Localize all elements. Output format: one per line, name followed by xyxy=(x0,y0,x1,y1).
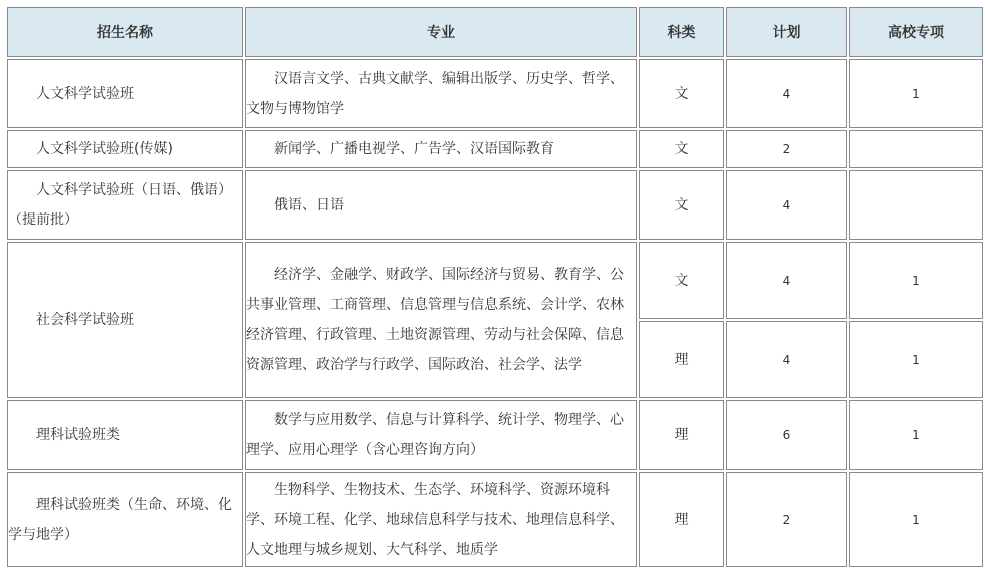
program-name-cell xyxy=(7,170,243,240)
program-name: 人文科学试验班（日语、俄语）（提前批） xyxy=(8,182,232,228)
category-cell: 理 xyxy=(639,400,724,470)
major-list: 经济学、金融学、财政学、国际经济与贸易、教育学、公共事业管理、工商管理、信息管理与信息系统、会计学、农林经济管理、行政管理、土地资源管理、劳动与社会保障、信息资源管理、政治学与行政学、国际政治、社会学、法学 xyxy=(246,267,624,373)
program-name-cell xyxy=(7,242,243,398)
special-cell: 1 xyxy=(849,321,983,398)
category-cell: 理 xyxy=(639,472,724,567)
plan-cell: 4 xyxy=(726,321,847,398)
category-cell: 文 xyxy=(639,242,724,319)
major-list: 俄语、日语 xyxy=(274,197,344,213)
major-list: 生物科学、生物技术、生态学、环境科学、资源环境科学、环境工程、化学、地球信息科学与技术、地理信息科学、人文地理与城乡规划、大气科学、地质学 xyxy=(246,481,624,558)
category-cell: 文 xyxy=(639,130,724,168)
header-special: 高校专项 xyxy=(849,7,983,57)
header-row xyxy=(7,7,983,57)
category-cell: 文 xyxy=(639,59,724,128)
special-cell: 1 xyxy=(849,400,983,470)
table-row xyxy=(7,242,983,319)
major-list: 新闻学、广播电视学、广告学、汉语国际教育 xyxy=(274,141,554,157)
table-row xyxy=(7,170,983,240)
table-row xyxy=(7,130,983,168)
program-name: 理科试验班类 xyxy=(36,427,120,443)
table-row xyxy=(7,400,983,470)
major-cell xyxy=(245,59,637,128)
special-cell: 1 xyxy=(849,59,983,128)
plan-cell: 4 xyxy=(726,59,847,128)
header-name: 招生名称 xyxy=(7,7,243,57)
major-cell xyxy=(245,472,637,567)
special-cell: 1 xyxy=(849,472,983,567)
major-cell xyxy=(245,242,637,398)
special-cell xyxy=(849,130,983,168)
category-cell: 文 xyxy=(639,170,724,240)
enrollment-table xyxy=(5,5,985,569)
major-list: 数学与应用数学、信息与计算科学、统计学、物理学、心理学、应用心理学（含心理咨询方向） xyxy=(246,412,624,458)
program-name: 理科试验班类（生命、环境、化学与地学） xyxy=(8,496,232,543)
program-name-cell xyxy=(7,130,243,168)
header-plan: 计划 xyxy=(726,7,847,57)
plan-cell: 4 xyxy=(726,242,847,319)
header-category: 科类 xyxy=(639,7,724,57)
major-cell xyxy=(245,130,637,168)
program-name: 社会科学试验班 xyxy=(36,312,134,328)
table-row xyxy=(7,472,983,567)
major-cell xyxy=(245,400,637,470)
plan-cell: 2 xyxy=(726,130,847,168)
special-cell: 1 xyxy=(849,242,983,319)
table-row xyxy=(7,59,983,128)
plan-cell: 6 xyxy=(726,400,847,470)
special-cell xyxy=(849,170,983,240)
plan-cell: 2 xyxy=(726,472,847,567)
header-major: 专业 xyxy=(245,7,637,57)
plan-cell: 4 xyxy=(726,170,847,240)
major-cell xyxy=(245,170,637,240)
major-list: 汉语言文学、古典文献学、编辑出版学、历史学、哲学、文物与博物馆学 xyxy=(246,70,624,117)
program-name-cell xyxy=(7,472,243,567)
program-name-cell xyxy=(7,59,243,128)
program-name: 人文科学试验班 xyxy=(36,85,134,102)
category-cell: 理 xyxy=(639,321,724,398)
program-name: 人文科学试验班(传媒) xyxy=(36,141,173,157)
program-name-cell xyxy=(7,400,243,470)
